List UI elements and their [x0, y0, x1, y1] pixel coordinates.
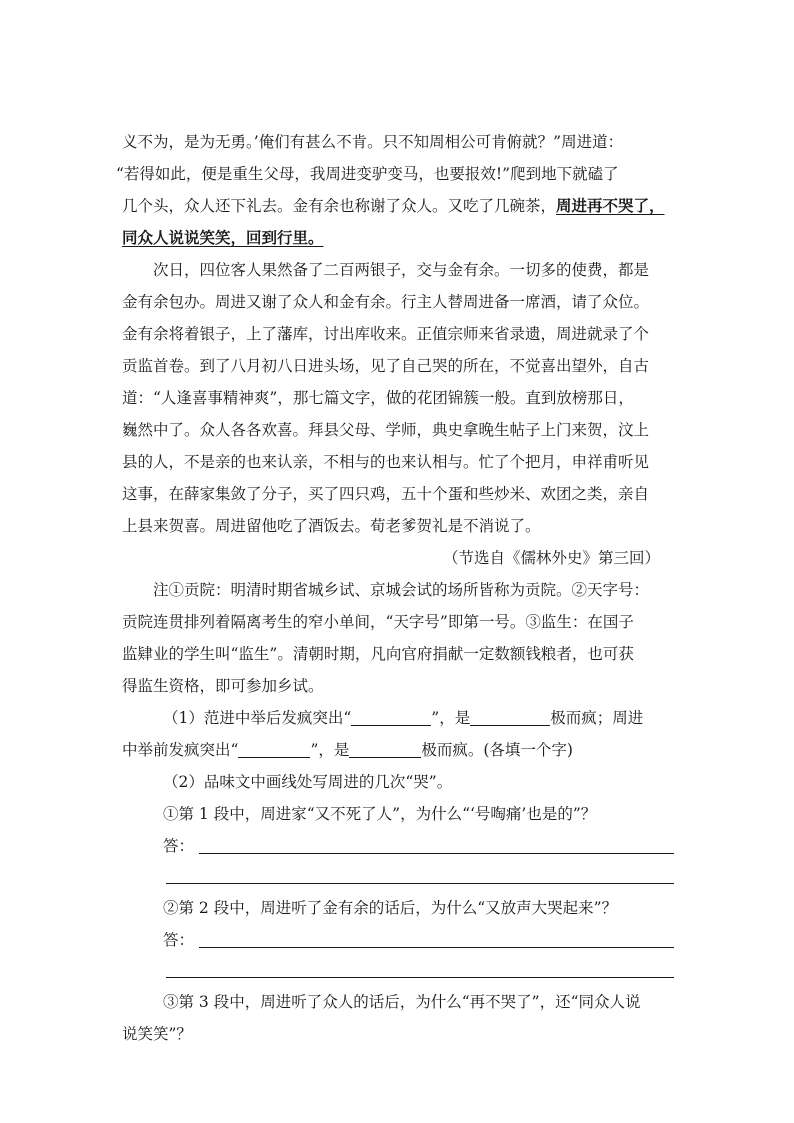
blank-1[interactable] — [351, 707, 431, 726]
note-line: 监肄业的学生叫“监生”。清朝时期，凡向官府捐献一定数额钱粮者，也可获 — [122, 645, 634, 663]
sub-question-3: ③第 3 段中，周进听了众人的话后，为什么“再不哭了”，还“同众人说 — [163, 993, 641, 1011]
note-line: 注①贡院：明清时期省城乡试、京城会试的场所皆称为贡院。②天字号： — [153, 581, 650, 599]
source-citation: （节选自《儒林外史》第三回） — [443, 549, 661, 567]
blank-4[interactable] — [349, 739, 421, 758]
answer-line[interactable] — [166, 977, 674, 978]
text-line: 金有余将着银子，上了藩库，讨出库收来。正值宗师来省录遗，周进就录了个 — [122, 325, 650, 343]
text-span: 中举前发疯突出“ — [122, 741, 239, 759]
answer-label: 答： — [163, 931, 195, 949]
answer-line[interactable] — [199, 853, 674, 854]
answer-line[interactable] — [199, 947, 674, 948]
text-line: “若得如此，便是重生父母，我周进变驴变马，也要报效!”爬到地下就磕了 — [116, 165, 619, 183]
text-line — [122, 223, 324, 253]
text-span: （1）范进中举后发疯突出“ — [163, 709, 352, 727]
answer-label: 答： — [163, 837, 195, 855]
text-line: 次日，四位客人果然备了二百两银子，交与金有余。一切多的使费，都是 — [153, 261, 650, 279]
question-1-line — [163, 703, 643, 733]
text-line: 巍然中了。众人各各欢喜。拜县父母、学师，典史拿晚生帖子上门来贺，汶上 — [122, 421, 650, 439]
text-line: 道：“人逢喜事精神爽”，那七篇文字，做的花团锦簇一般。直到放榜那日， — [122, 389, 634, 407]
underlined-text: 同众人说说笑笑，回到行里。 — [122, 228, 324, 247]
text-line: 金有余包办。周进又谢了众人和金有余。行主人替周进备一席酒，请了众位。 — [122, 293, 650, 311]
text-line — [122, 191, 665, 221]
text-line: 贡监首卷。到了八月初八日进头场，见了自己哭的所在，不觉喜出望外，自古 — [122, 357, 650, 375]
sub-question-2: ②第 2 段中，周进听了金有余的话后，为什么“又放声大哭起来”？ — [163, 899, 618, 917]
text-span: ”，是 — [310, 741, 350, 759]
blank-2[interactable] — [470, 707, 550, 726]
answer-line[interactable] — [166, 883, 674, 884]
blank-3[interactable] — [238, 739, 310, 758]
sub-question-3: 说笑笑”？ — [122, 1025, 192, 1043]
text-line: 义不为，是为无勇。’俺们有甚么不肯。只不知周相公可肯俯就？”周进道： — [122, 133, 624, 151]
sub-question-1: ①第 1 段中，周进家“又不死了人”，为什么“‘号啕痛’也是的”？ — [163, 805, 597, 823]
note-line: 得监生资格，即可参加乡试。 — [122, 677, 324, 695]
question-1-line — [122, 735, 573, 765]
question-2-line: （2）品味文中画线处写周进的几次“哭”。 — [163, 773, 453, 791]
text-span: ”，是 — [431, 709, 471, 727]
underlined-text: 周进再不哭了， — [556, 196, 665, 215]
text-span: 极而疯。(各填一个字) — [421, 741, 573, 759]
note-line: 贡院连贯排列着隔离考生的窄小单间，“天字号”即第一号。③监生：在国子 — [122, 613, 634, 631]
text-line: 上县来贺喜。周进留他吃了酒饭去。荀老爹贺礼是不消说了。 — [122, 517, 541, 535]
text-span: 极而疯；周进 — [550, 709, 644, 727]
text-span: 几个头，众人还下礼去。金有余也称谢了众人。又吃了几碗茶， — [122, 197, 557, 215]
text-line: 县的人，不是亲的也来认亲，不相与的也来认相与。忙了个把月，申祥甫听见 — [122, 453, 650, 471]
text-line: 这事，在薛家集敛了分子，买了四只鸡，五十个蛋和些炒米、欢团之类，亲自 — [122, 485, 650, 503]
